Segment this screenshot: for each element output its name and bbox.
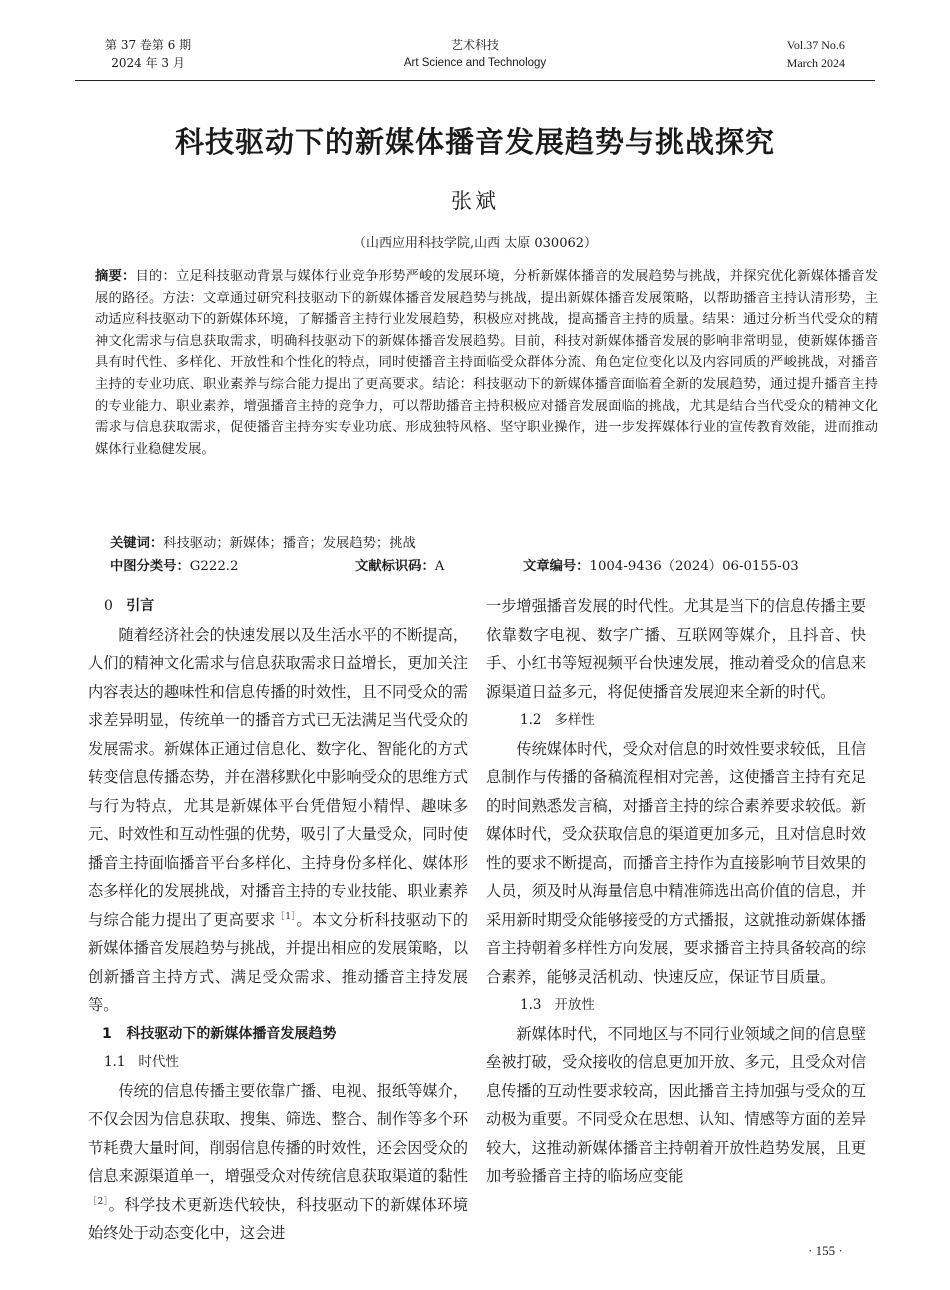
keywords-label: 关键词： bbox=[110, 536, 164, 551]
running-header bbox=[75, 36, 875, 81]
section-title: 时代性 bbox=[138, 1054, 179, 1070]
journal-name-cn: 艺术科技 bbox=[450, 38, 499, 52]
clc-value: G222.2 bbox=[189, 559, 239, 574]
article-number bbox=[523, 556, 799, 577]
keywords-text: 科技驱动；新媒体；播音；发展趋势；挑战 bbox=[163, 536, 416, 551]
section-heading-1-1 bbox=[88, 1048, 468, 1077]
section-title: 多样性 bbox=[554, 712, 595, 728]
volume-issue-en: Vol.37 No.6 bbox=[786, 38, 845, 52]
doc-label: 文献标识码： bbox=[355, 559, 435, 574]
section-heading-1-3 bbox=[486, 991, 866, 1020]
right-column bbox=[486, 592, 866, 1191]
doc-value: A bbox=[434, 559, 445, 574]
volume-issue: 第 37 卷第 6 期 bbox=[105, 38, 192, 52]
abstract bbox=[95, 266, 878, 460]
classification-line bbox=[110, 556, 870, 578]
article-value: 1004-9436（2024）06-0155-03 bbox=[589, 559, 799, 574]
section-title: 引言 bbox=[126, 598, 155, 614]
paragraph-openness: 新媒体时代，不同地区与不同行业领域之间的信息壁垒被打破，受众接收的信息更加开放、多元，且受众对信息传播的互动性要求较高，因此播音主持加强与受众的互动极为重要。不同受众在思想、认知、情感等方面的差异较大，这推动新媒体播音主持朝着开放性趋势发展，且更加考验播音主持的临场应变能 bbox=[486, 1024, 866, 1185]
paragraph-intro bbox=[88, 621, 468, 1020]
paper-title: 科技驱动下的新媒体播音发展趋势与挑战探究 bbox=[174, 125, 775, 159]
abstract-text: 目的：立足科技驱动背景与媒体行业竞争形势严峻的发展环境，分析新媒体播音的发展趋势与挑战，并探究优化新媒体播音发展的路径。方法：文章通过研究科技驱动下的新媒体播音发展趋势与挑战，提出新媒体播音发展策略，以帮助播音主持认清形势，主动适应科技驱动下的新媒体环境，了解播音主持行业发展趋势，积极应对挑战，提高播音主持的质量。结果：通过分析当代受众的精神文化需求与信息获取需求，明确科技驱动下的新媒体播音发展趋势。目前，科技对新媒体播音发展的影响非常明显，使新媒体播音具有时代性、多样化、开放性和个性化的特点，同时使播音主持面临受众群体分流、角色定位变化以及内容同质的严峻挑战，对播音主持的专业功底、职业素养与综合能力提出了更高要求。结论：科技驱动下的新媒体播音面临着全新的发展趋势，通过提升播音主持的专业能力、职业素养，增强播音主持的竞争力，可以帮助播音主持积极应对播音发展面临的挑战，尤其是结合当代受众的精神文化需求与信息获取需求，促使播音主持夯实专业功底、形成独特风格、坚守职业操作，进一步发挥媒体行业的宣传教育效能，进而推动媒体行业稳健发展。 bbox=[95, 269, 879, 457]
paragraph-timeliness-cont: 一步增强播音发展的时代性。尤其是当下的信息传播主要依靠数字电视、数字广播、互联网等媒介，且抖音、快手、小红书等短视频平台快速发展，推动着受众的信息来源渠道日益多元，将促使播音发展迎来全新的时代。 bbox=[486, 597, 866, 701]
paragraph-text: 。本文分析科技驱动下的新媒体播音发展趋势与挑战，并提出相应的发展策略，以创新播音主持方式、满足受众需求、推动播音主持发展等。 bbox=[88, 910, 469, 1014]
section-number: 0 bbox=[104, 598, 113, 614]
left-column bbox=[88, 592, 468, 1248]
section-title: 开放性 bbox=[554, 997, 595, 1013]
document-code bbox=[355, 556, 444, 577]
clc-number bbox=[110, 556, 238, 577]
issue-date-en: March 2024 bbox=[786, 56, 845, 70]
journal-issue-en bbox=[787, 36, 845, 72]
page-number: · 155 · bbox=[808, 1243, 843, 1258]
section-heading-0 bbox=[88, 592, 468, 621]
section-number: 1 bbox=[102, 1025, 112, 1042]
section-heading-1-2 bbox=[486, 706, 866, 735]
section-title: 科技驱动下的新媒体播音发展趋势 bbox=[126, 1025, 337, 1042]
paragraph-text: 。科学技术更新迭代较快，科技驱动下的新媒体环境始终处于动态变化中，这会进 bbox=[88, 1195, 469, 1242]
keywords bbox=[110, 533, 870, 554]
section-number: 1.3 bbox=[520, 997, 542, 1013]
issue-date: 2024 年 3 月 bbox=[111, 56, 185, 70]
abstract-label: 摘要： bbox=[95, 269, 136, 284]
affiliation: （山西应用科技学院,山西 太原 030062） bbox=[352, 236, 598, 251]
section-number: 1.1 bbox=[104, 1054, 126, 1070]
paragraph-text: 随着经济社会的快速发展以及生活水平的不断提高，人们的精神文化需求与信息获取需求日益增长，更加关注内容表达的趣味性和信息传播的时效性，且不同受众的需求差异明显，传统单一的播音方式已无法满足当代受众的发展需求。新媒体正通过信息化、数字化、智能化的方式转变信息传播态势，并在潜移默化中影响受众的思维方式与行为特点，尤其是新媒体平台凭借短小精悍、趣味多元、时效性和互动性强的优势，吸引了大量受众，同时使播音主持面临播音平台多样化、主持身份多样化、媒体形态多样化的发展挑战，对播音主持的专业技能、职业素养与综合能力提出了更高要求 bbox=[88, 625, 468, 929]
journal-name-en: Art Science and Technology bbox=[403, 57, 547, 69]
clc-label: 中图分类号： bbox=[110, 559, 190, 574]
paragraph-text: 传统的信息传播主要依靠广播、电视、报纸等媒介，不仅会因为信息获取、搜集、筛选、整合、制作等多个环节耗费大量时间，削弱信息传播的时效性，还会因受众的信息来源渠道单一，增强受众对传统信息获取渠道的黏性 bbox=[88, 1081, 468, 1185]
section-heading-1 bbox=[88, 1020, 468, 1049]
article-label: 文章编号： bbox=[523, 559, 590, 574]
journal-name bbox=[75, 36, 875, 72]
paragraph-diversity: 传统媒体时代，受众对信息的时效性要求较低，且信息制作与传播的备稿流程相对完善，这使播音主持有充足的时间熟悉发言稿，对播音主持的综合素养要求较低。新媒体时代，受众获取信息的渠道更加多元，且对信息时效性的要求不断提高，而播音主持作为直接影响节目效果的人员，须及时从海量信息中精准筛选出高价值的信息，并采用新时期受众能够接受的方式播报，这就推动新媒体播音主持朝着多样性方向发展，要求播音主持具备较高的综合素养，能够灵活机动、快速反应，保证节目质量。 bbox=[486, 739, 866, 986]
author: 张斌 bbox=[451, 189, 499, 213]
paragraph-timeliness bbox=[88, 1077, 468, 1248]
citation: ［2］ bbox=[88, 1196, 109, 1207]
section-number: 1.2 bbox=[520, 712, 542, 728]
citation: ［1］ bbox=[275, 911, 297, 922]
